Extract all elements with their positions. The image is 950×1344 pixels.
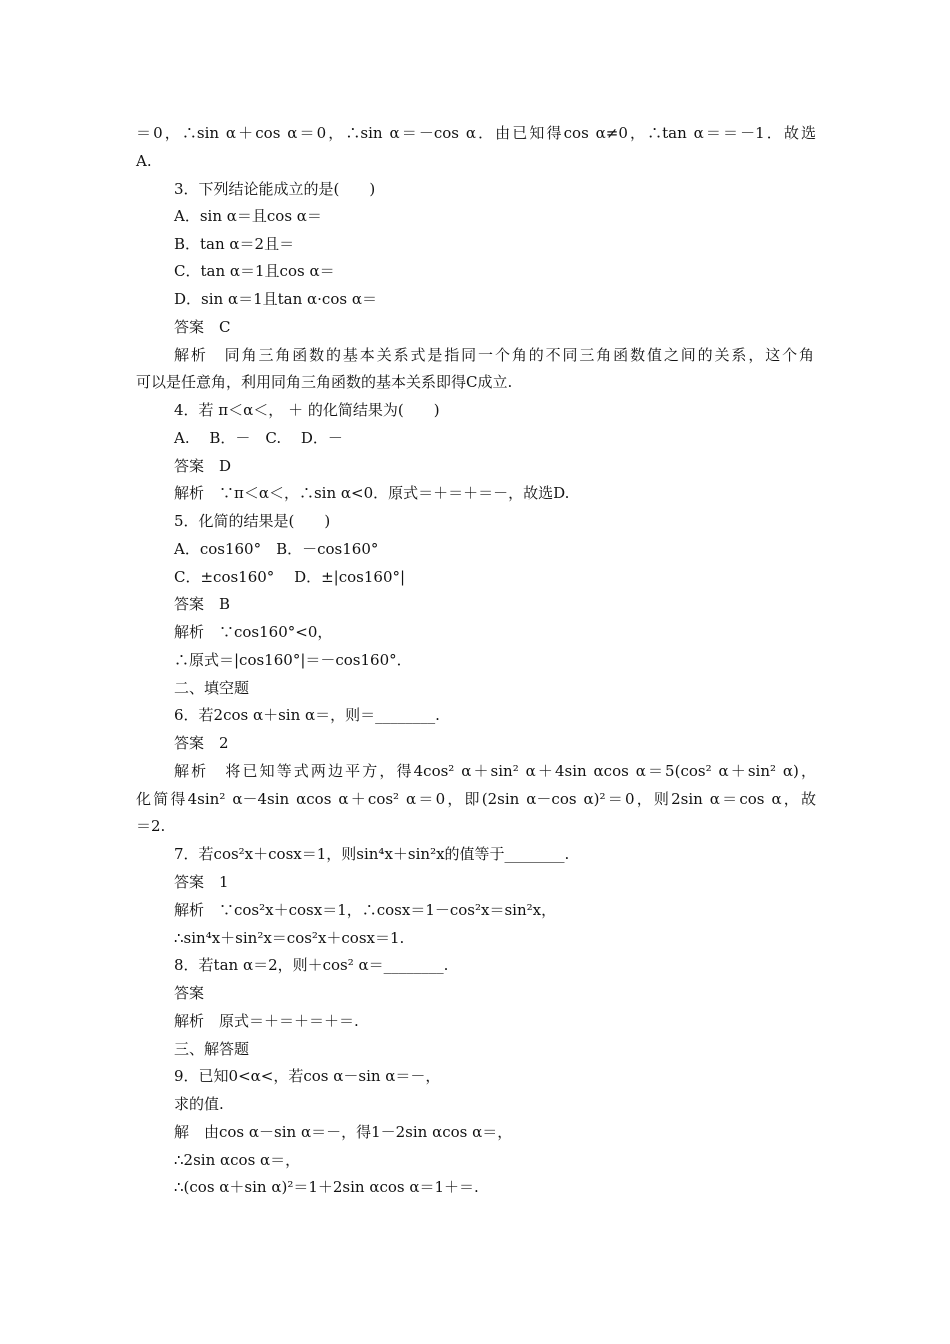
explanation: 解析 同角三角函数的基本关系式是指同一个角的不同三角函数值之间的关系，这个角 bbox=[174, 346, 814, 364]
solution-cont: ∴2sin αcos α＝， bbox=[174, 1151, 301, 1169]
option-c: C．tan α＝1且cos α＝ bbox=[174, 262, 335, 280]
explanation-cont: ＝2. bbox=[136, 817, 166, 835]
text-line: ＝0，∴sin α＋cos α＝0，∴sin α＝－cos α．由已知得cos α≠0，∴tan α＝＝－1．故选 bbox=[136, 124, 816, 142]
question-9: 9．已知0<α<，若cos α－sin α＝－， bbox=[174, 1067, 441, 1085]
answer: 答案 bbox=[174, 984, 205, 1002]
explanation-cont: ∴原式＝|cos160°|＝－cos160°． bbox=[174, 651, 412, 669]
answer: 答案 B bbox=[174, 595, 231, 613]
text-line: A. bbox=[136, 152, 152, 170]
explanation-cont: 可以是任意角，利用同角三角函数的基本关系即得C成立. bbox=[136, 373, 513, 391]
option-d: D．sin α＝1且tan α·cos α＝ bbox=[174, 290, 377, 308]
explanation: 解析 ∵cos160°<0， bbox=[174, 623, 333, 641]
answer: 答案 1 bbox=[174, 873, 229, 891]
question-9-cont: 求的值. bbox=[174, 1095, 224, 1113]
option-b: B．tan α＝2且＝ bbox=[174, 235, 295, 253]
question-8: 8．若tan α＝2，则＋cos² α＝________. bbox=[174, 956, 449, 974]
question-4: 4．若 π＜α＜， ＋ 的化简结果为( ) bbox=[174, 401, 440, 419]
explanation: 解析 ∵π＜α＜，∴sin α<0．原式＝＋＝＋＝－，故选D. bbox=[174, 484, 570, 502]
explanation: 解析 将已知等式两边平方，得4cos² α＋sin² α＋4sin αcos α＝5(cos² α＋sin² α)， bbox=[174, 762, 816, 780]
section-heading: 二、填空题 bbox=[174, 679, 250, 697]
options: C．±cos160° D．±|cos160°| bbox=[174, 568, 406, 586]
section-heading: 三、解答题 bbox=[174, 1040, 250, 1058]
question-5: 5．化简的结果是( ) bbox=[174, 512, 331, 530]
option-a: A．sin α＝且cos α＝ bbox=[174, 207, 322, 225]
explanation: 解析 ∵cos²x＋cosx＝1，∴cosx＝1－cos²x＝sin²x， bbox=[174, 901, 557, 919]
answer: 答案 2 bbox=[174, 734, 229, 752]
explanation-cont: ∴sin⁴x＋sin²x＝cos²x＋cosx＝1. bbox=[174, 929, 405, 947]
answer: 答案 C bbox=[174, 318, 231, 336]
explanation-cont: 化简得4sin² α－4sin αcos α＋cos² α＝0，即(2sin α－cos α)²＝0，则2sin α＝cos α，故 bbox=[136, 790, 816, 808]
question-6: 6．若2cos α＋sin α＝，则＝________. bbox=[174, 706, 440, 724]
answer: 答案 D bbox=[174, 457, 232, 475]
solution: 解 由cos α－sin α＝－，得1－2sin αcos α＝， bbox=[174, 1123, 513, 1141]
options: A．cos160° B．－cos160° bbox=[174, 540, 379, 558]
explanation: 解析 原式＝＋＝＋＝＋＝. bbox=[174, 1012, 359, 1030]
solution-cont: ∴(cos α＋sin α)²＝1＋2sin αcos α＝1＋＝. bbox=[174, 1178, 479, 1196]
options: A. B．－ C. D．－ bbox=[174, 429, 343, 447]
question-7: 7．若cos²x＋cosx＝1，则sin⁴x＋sin²x的值等于________. bbox=[174, 845, 570, 863]
question-3: 3．下列结论能成立的是( ) bbox=[174, 180, 376, 198]
